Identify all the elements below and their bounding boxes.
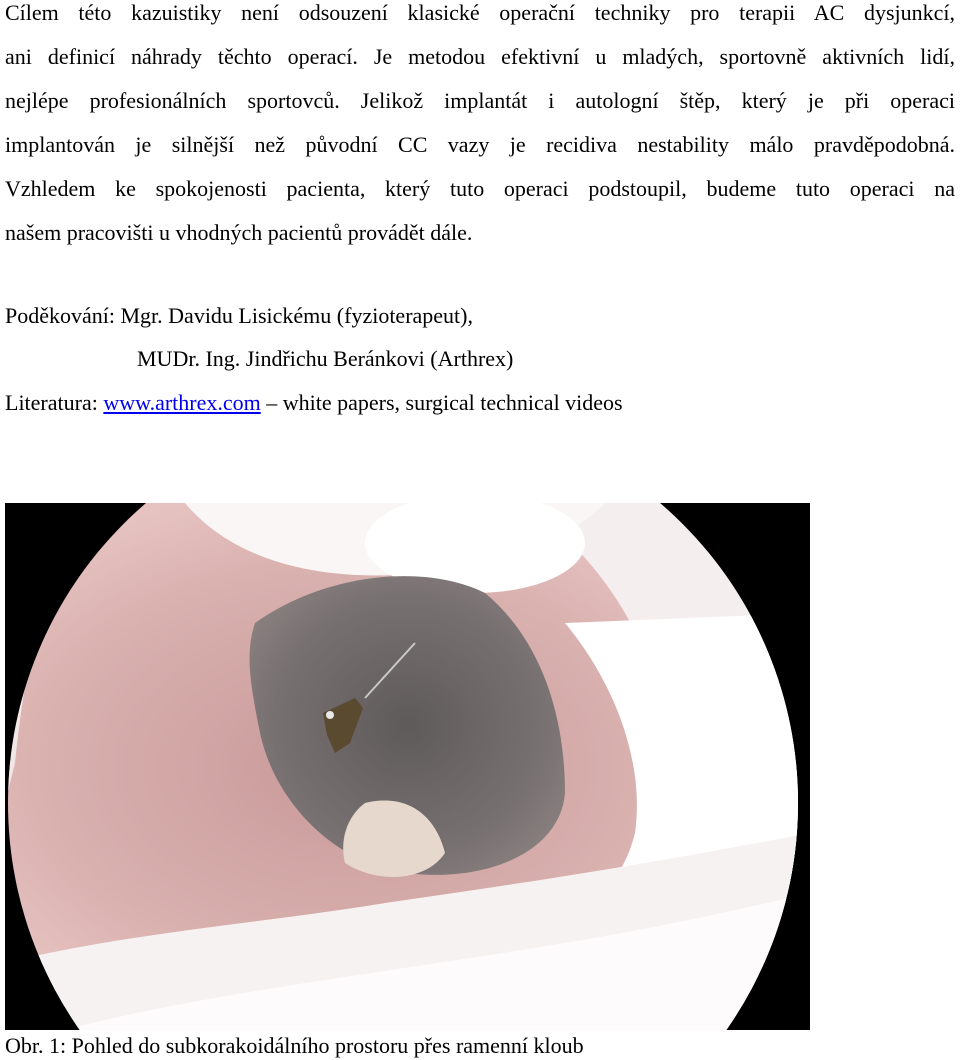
paragraph-line: nejlépe profesionálních sportovců. Jelikož implantát i autologní štěp, který je při operaci <box>5 88 955 113</box>
paragraph-line: implantován je silnější než původní CC vazy je recidiva nestability málo pravděpodobná. <box>5 132 955 157</box>
paragraph-line: našem pracovišti u vhodných pacientů provádět dále. <box>5 220 473 245</box>
conclusion-paragraph <box>5 0 955 255</box>
arthroscopic-photo <box>5 503 810 1030</box>
acknowledgement-line-2: MUDr. Ing. Jindřichu Beránkovi (Arthrex) <box>137 346 514 371</box>
arthroscopy-image <box>5 503 810 1030</box>
literature-label: Literatura: <box>5 390 104 415</box>
paragraph-line: ani definicí náhrady těchto operací. Je metodou efektivní u mladých, sportovně aktivních lidí, <box>5 44 955 69</box>
arthrex-link[interactable]: www.arthrex.com <box>103 390 261 415</box>
literature-description: – white papers, surgical technical videos <box>260 390 623 415</box>
figure-caption: Obr. 1: Pohled do subkorakoidálního prostoru přes ramenní kloub <box>5 1033 584 1058</box>
acknowledgement-line-1: Poděkování: Mgr. Davidu Lisickému (fyzioterapeut), <box>5 303 473 328</box>
paragraph-line: Vzhledem ke spokojenosti pacienta, který tuto operaci podstoupil, budeme tuto operaci na <box>5 176 955 201</box>
literature-line <box>5 390 623 416</box>
paragraph-line: Cílem této kazuistiky není odsouzení klasické operační techniky pro terapii AC dysjunkcí, <box>5 0 955 25</box>
